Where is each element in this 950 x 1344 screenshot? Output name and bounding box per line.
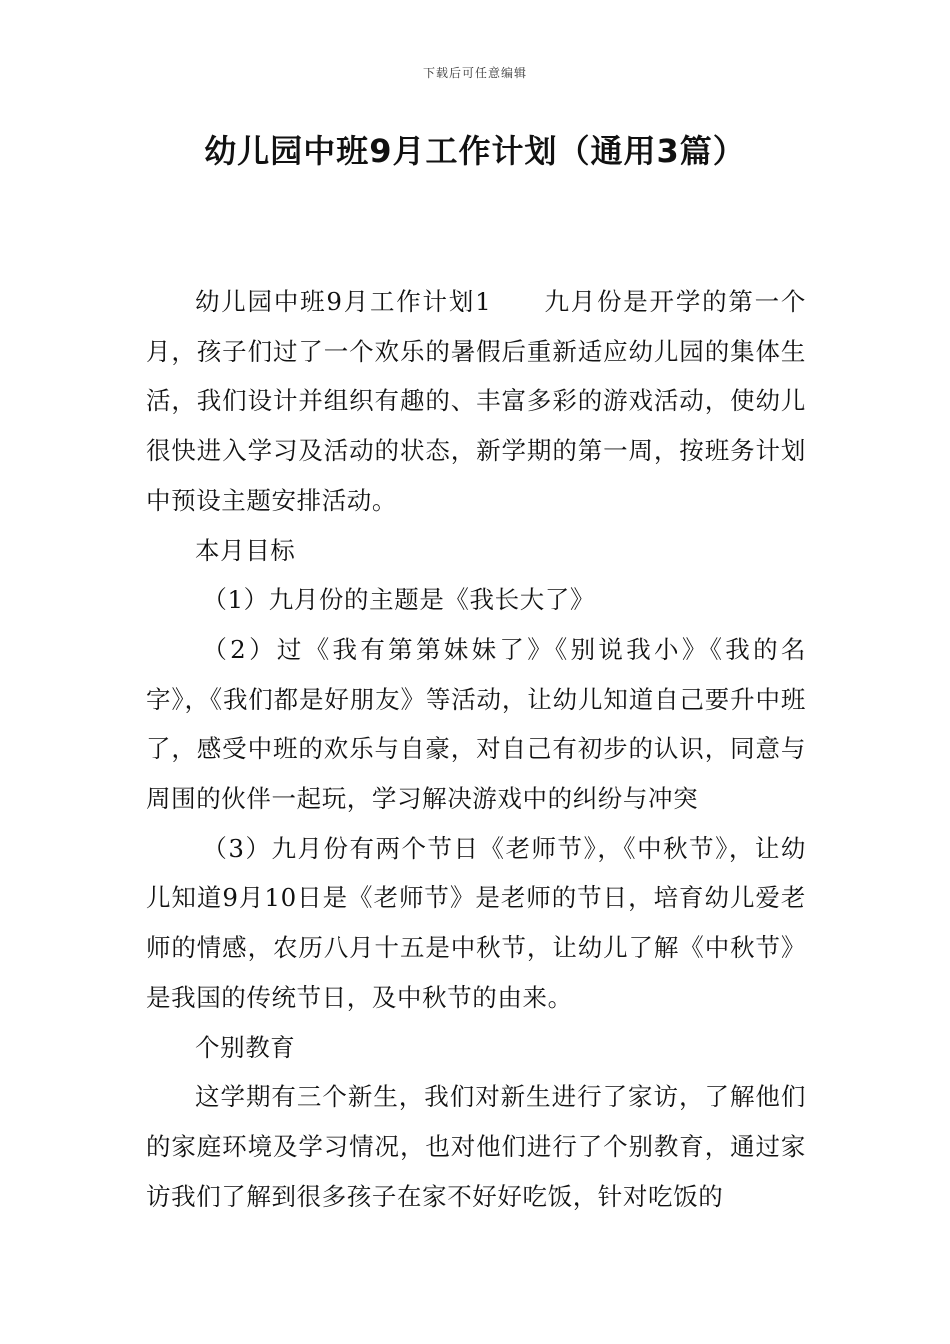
intro-text: 九月份是开学的第一个月，孩子们过了一个欢乐的暑假后重新适应幼儿园的集体生活，我们设计并组织有趣的、丰富多彩的游戏活动，使幼儿很快进入学习及活动的状态，新学期的第一周，按班务计划中预设主题安排活动。 <box>146 287 807 515</box>
individual-heading: 个别教育 <box>195 1032 296 1062</box>
document-title: 幼儿园中班9月工作计划（通用3篇） <box>204 132 746 170</box>
goal-item-2: （2）过《我有第第妹妹了》《别说我小》《我的名字》，《我们都是好朋友》等活动，让幼儿知道自己要升中班了，感受中班的欢乐与自豪，对自己有初步的认识，同意与周围的伙伴一起玩，学习解决游戏中的纠纷与冲突 <box>146 634 806 814</box>
section-label: 幼儿园中班9月工作计划1 <box>195 287 492 316</box>
goal-item-1: （1）九月份的主题是《我长大了》 <box>202 585 596 615</box>
header-note: 下载后可任意编辑 <box>422 66 527 80</box>
individual-paragraph: 这学期有三个新生，我们对新生进行了家访，了解他们的家庭环境及学习情况，也对他们进行了个别教育，通过家访我们了解到很多孩子在家不好好吃饭，针对吃饭的 <box>146 1082 806 1211</box>
intro-paragraph <box>146 277 806 526</box>
document-body <box>146 277 806 1221</box>
goal-item-3: （3）九月份有两个节日《老师节》，《中秋节》，让幼儿知道9月10日是《老师节》是老师的节日，培育幼儿爱老师的情感，农历八月十五是中秋节，让幼儿了解《中秋节》是我国的传统节日，及中秋节的由来。 <box>146 833 806 1012</box>
goals-heading: 本月目标 <box>195 535 296 565</box>
